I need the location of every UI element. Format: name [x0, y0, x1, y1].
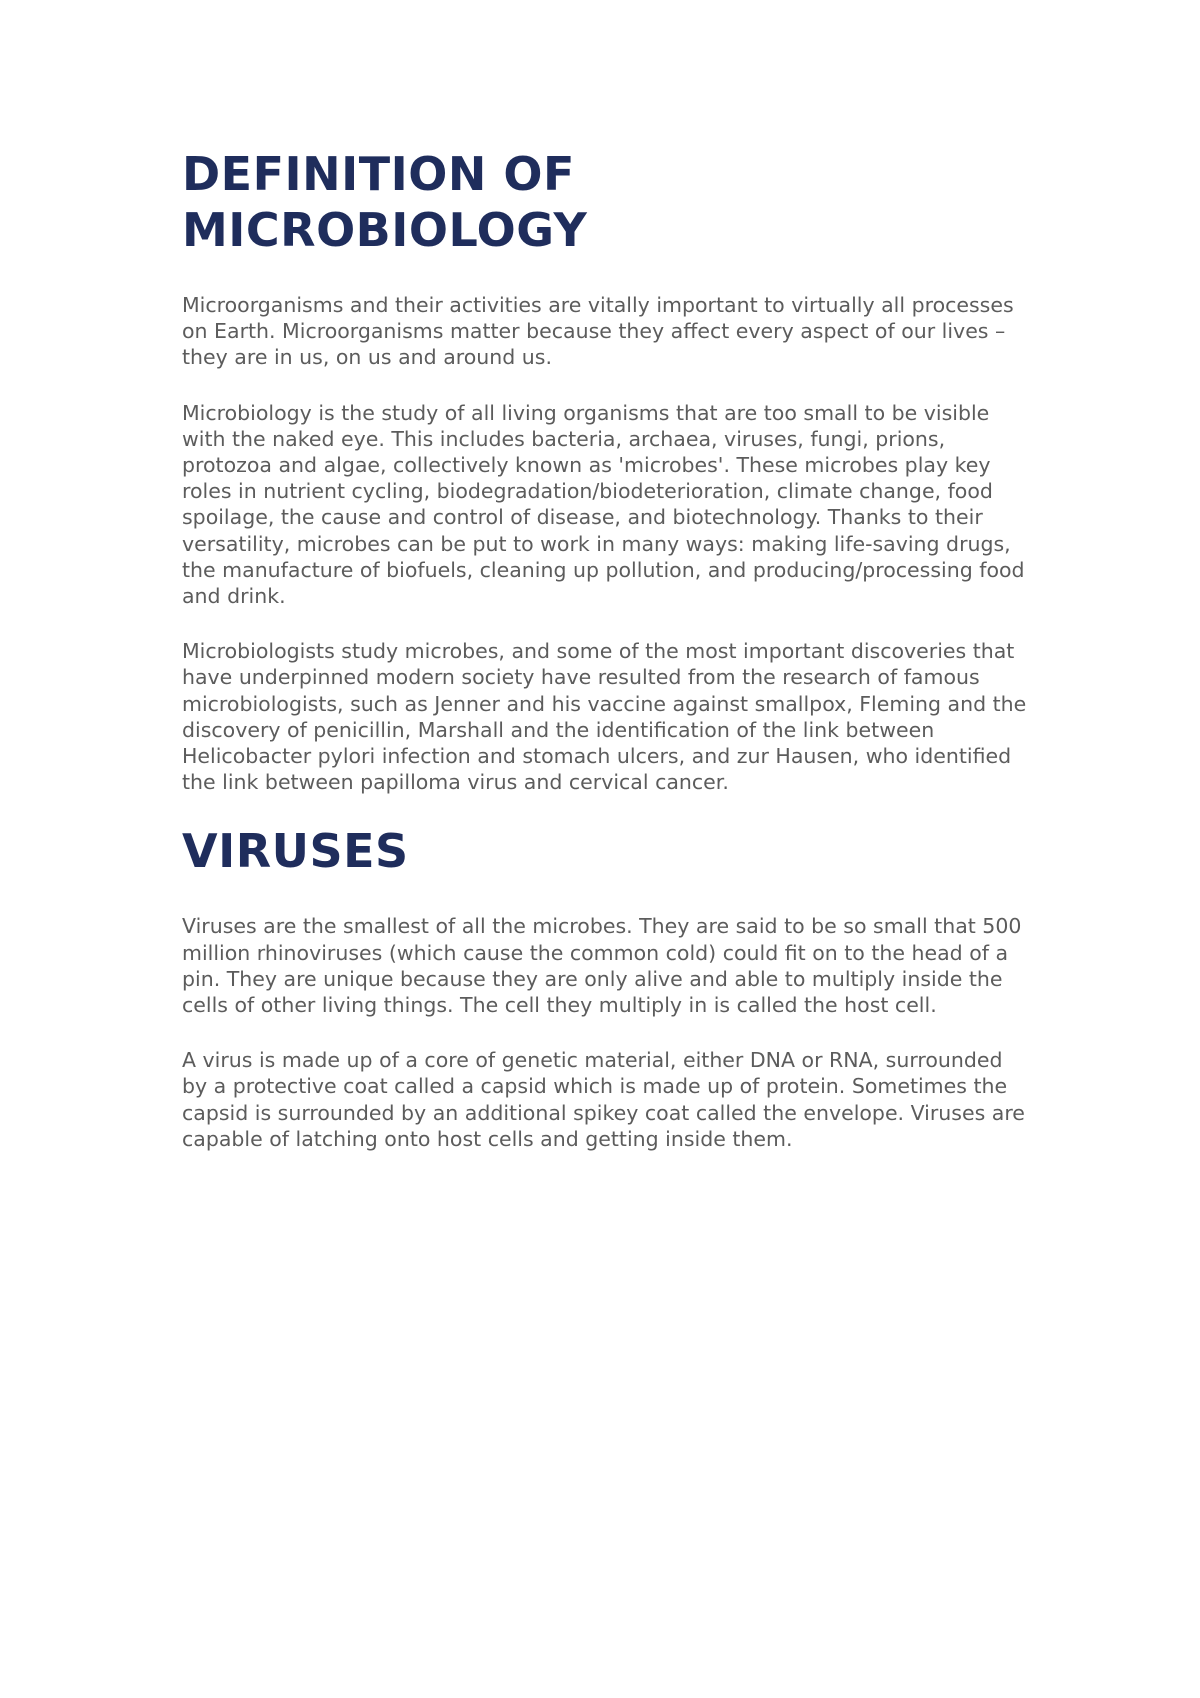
paragraph-microorganisms-importance: Microorganisms and their activities are vitally important to virtually all processes on Earth. Microorganisms matter because they affect every aspect of our lives – they are in us, on us and around us.	[182, 293, 1014, 370]
document-content	[182, 146, 1032, 1152]
heading-definition-of-microbiology	[182, 146, 1032, 258]
heading-line-1: VIRUSES	[182, 824, 409, 879]
paragraph-viruses-size: Viruses are the smallest of all the microbes. They are said to be so small that 500 million rhinoviruses (which cause the common cold) could fit on to the head of a pin. They are unique because they are only alive and able to multiply inside the cells of other living things. The cell they multiply in is called the host cell.	[182, 914, 1022, 1018]
heading-line-2: MICROBIOLOGY	[182, 203, 588, 257]
paragraph-microbiologists-discoveries: Microbiologists study microbes, and some of the most important discoveries that have underpinned modern society have resulted from the research of famous microbiologists, such as Jenner and his vaccine against smallpox, Fleming and the discovery of penicillin, Marshall and the identification of the link between Helicobacter pylori infection and stomach ulcers, and zur Hausen, who identified the link between papilloma virus and cervical cancer.	[182, 639, 1027, 795]
section-definition-of-microbiology	[182, 146, 1032, 795]
paragraph-microbiology-definition: Microbiology is the study of all living organisms that are too small to be visible with the naked eye. This includes bacteria, archaea, viruses, fungi, prions, protozoa and algae, collectively known as 'microbes'. These microbes play key roles in nutrient cycling, biodegradation/biodeterioration, climate change, food spoilage, the cause and control of disease, and biotechnology. Thanks to their versatility, microbes can be put to work in many ways: making life-saving drugs, the manufacture of biofuels, cleaning up pollution, and producing/processing food and drink.	[182, 400, 1025, 609]
section-viruses	[182, 823, 1032, 1152]
paragraph-virus-structure: A virus is made up of a core of genetic material, either DNA or RNA, surrounded by a protective coat called a capsid which is made up of protein. Sometimes the capsid is surrounded by an additional spikey coat called the envelope. Viruses are capable of latching onto host cells and getting inside them.	[182, 1048, 1025, 1151]
heading-line-1: DEFINITION OF	[182, 147, 575, 201]
heading-viruses	[182, 823, 1032, 879]
